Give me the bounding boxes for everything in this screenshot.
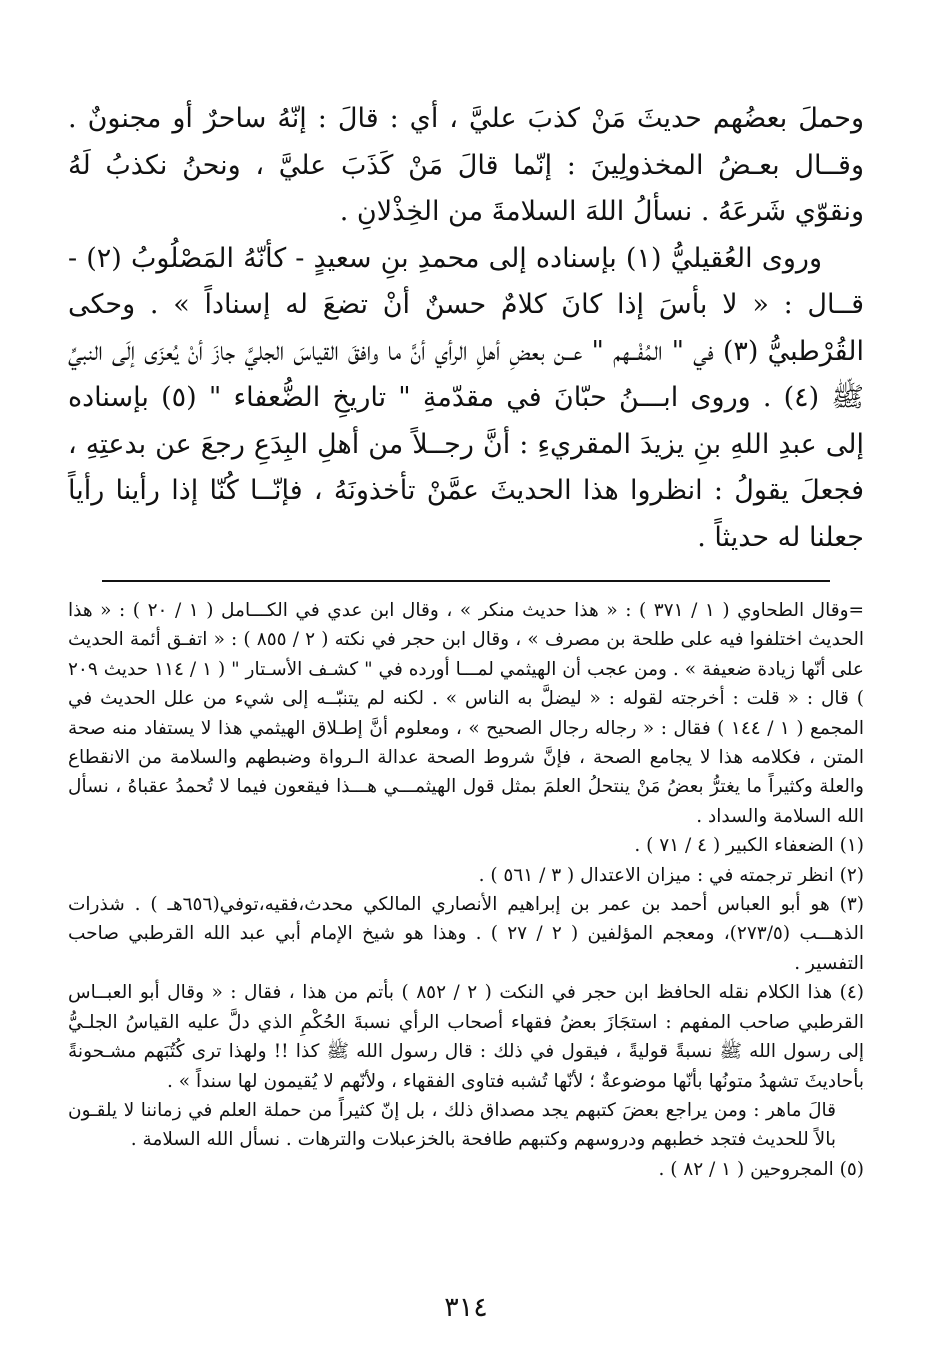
footnote-1: (١) الضعفاء الكبير ( ٤ / ٧١ ) . — [634, 835, 864, 857]
footnote-4-comment: قالَ ماهر : ومن يراجع بعضَ كتبهم يجد مصداق ذلك ، بل إنّ كثيراً من حملة العلم في زماننا لا يلقـون بالاً للحديث فتجد خطبهم ودروسهم وكتبهم طافحة بالخزعبلات والترهات . نسأل الله السلامة . — [68, 1099, 836, 1151]
paragraph-1: وحملَ بعضُهم حديثَ مَنْ كذبَ عليَّ ، أي : قالَ : إنّهُ ساحرٌ أو مجنونٌ . وقــال بعـضُ المخذولِينَ : إنّما قالَ مَنْ كَذَبَ عليَّ ، ونحنُ نكذبُ لَهُ ونقوّي شَرعَهُ . نسألُ اللهَ السلامةَ من الخِذْلانِ . — [68, 103, 864, 227]
footnote-4: (٤) هذا الكلام نقله الحافظ ابن حجر في النكت ( ٢ / ٨٥٢ ) بأتم من هذا ، فقال : « وقال أبو العبــاس القرطبي صاحب المفهم : استجَازَ بعضُ فقهاء أصحاب الرأي نسبةَ الحُكْمِ الذي دلَّ عليه القياسُ الجلـيُّ إلى رسول الله ﷺ نسبةً قوليةً ، فيقول في ذلك : قال رسول الله ﷺ كذا !! ولهذا ترى كُتُبَهم مشـحونةً بأحاديثَ تشهدُ متونُها بأنّها موضوعةٌ ؛ لأنّها تُشبه فتاوى الفقهاء ، ولأنّهم لا يُقيمون لها سنداً » . — [68, 982, 864, 1092]
paragraph-2: وروى العُقيليُّ (١) بإسناده إلى محمدِ بنِ سعيدٍ - كأنّهُ المَصْلُوبُ (٢) - قــال : « لا بأسَ إذا كانَ كلامٌ حسنٌ أنْ تضعَ له إسناداً » . وحكى القُرْطبيُّ (٣) في " المُفْــهم " عــن بعضِ أهلِ الرأي أنَّ ما وافقَ القياسَ الجليَّ جازَ أنْ يُعزَى إلَى النبيِّ ﷺ (٤) . وروى ابـــنُ حبّانَ في مقدّمةِ " تاريخِ الضُّعفاء " (٥) بإسناده إلى عبدِ اللهِ بنِ يزيدَ المقريءِ : أنَّ رجــلاً من أهلِ البِدَعِ رجعَ عن بدعتِهِ ، فجعلَ يقولُ : انظروا هذا الحديثَ عمَّنْ تأخذونَهُ ، فإنّــا كُنّا إذا رأينا رأياً جعلنا له حديثاً . — [68, 242, 865, 553]
page-number: ٣١٤ — [444, 1292, 488, 1323]
footnote-divider — [102, 580, 830, 582]
footnote-3: (٣) هو أبو العباس أحمد بن عمر بن إبراهيم الأنصاري المالكي محدث،فقيه،توفي(٦٥٦هـ ) . شذرات الذهـــب (٢٧٣/٥)، ومعجم المؤلفين ( ٢ / ٢٧ ) . وهذا هو شيخ الإمام أبي عبد الله القرطبي صاحب التفسير . — [68, 894, 865, 974]
footnote-2: (٢) انظر ترجمته في : ميزان الاعتدال ( ٣ / ٥٦١ ) . — [478, 864, 864, 886]
footnote-5: (٥) المجروحين ( ١ / ٨٢ ) . — [658, 1158, 864, 1180]
main-text — [68, 96, 864, 561]
footnotes — [68, 596, 864, 1184]
footnote-continuation: =وقال الطحاوي ( ١ / ٣٧١ ) : « هذا حديث منكر » ، وقال ابن عدي في الكـــامل ( ١ / ٢٠ ) : « هذا الحديث اختلفوا فيه على طلحة بن مصرف » ، وقال ابن حجر في نكته ( ٢ / ٨٥٥ ) : « اتفـق أئمة الحديث على أنّها زيادة ضعيفة » . ومن عجب أن الهيثمي لمـــا أورده في " كشـف الأسـتار " ( ١ / ١١٤ حديث ٢٠٩ ) قال : « قلت : أخرجته لقوله : « ليضلَّ به الناس » . لكنه لم يتنبّــه إلى شيء من علل الحديث في المجمع ( ١ / ١٤٤ ) فقال : « رجاله رجال الصحيح » ، ومعلوم أنَّ إطـلاق الهيثمي هذا لا يستفاد منه صحة المتن ، فكلامه هذا لا يجامع الصحة ، فإنَّ شروط الصحة عدالة الـرواة وضبطهم والسلامة من الانقطاع والعلة وكثيراً ما يغترُّ بعضُ مَنْ ينتحلُ العلمَ بمثل قول الهيثمـــي هـــذا فيقعون فيما لا تُحمدُ عقباهُ ، نسأل الله السلامة والسداد . — [68, 600, 865, 827]
